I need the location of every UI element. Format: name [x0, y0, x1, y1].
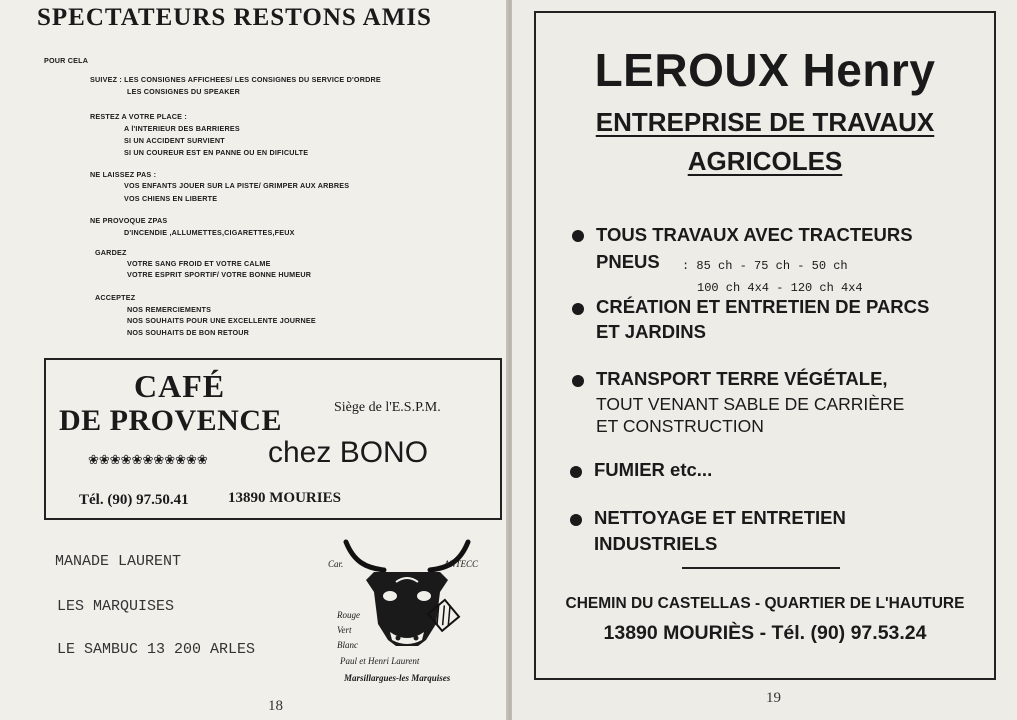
page-number: 18: [268, 698, 283, 714]
right-page: [512, 0, 1017, 720]
cafe-advertisement: [44, 358, 502, 520]
logo-car: Car.: [328, 559, 344, 569]
cafe-owner: chez BONO: [268, 436, 429, 469]
rule-line: LES CONSIGNES DU SPEAKER: [127, 87, 241, 96]
page-number: 19: [766, 690, 781, 706]
divider: [682, 567, 840, 569]
bullet-icon: [570, 466, 582, 478]
business-line-2: AGRICOLES: [687, 146, 843, 176]
service-item: FUMIER etc...: [594, 459, 713, 480]
rule-line: NOS SOUHAITS POUR UNE EXCELLENTE JOURNEE: [127, 316, 316, 325]
rule-head: NE LAISSEZ PAS :: [90, 170, 157, 179]
left-page: [0, 0, 508, 720]
rule-line: SI UN COUREUR EST EN PANNE OU EN DIFICULTE: [124, 148, 309, 157]
bullet-icon: [572, 230, 584, 242]
bullet-icon: [572, 303, 584, 315]
service-item: INDUSTRIELS: [594, 533, 718, 554]
rule-head: SUIVEZ : LES CONSIGNES AFFICHEES/ LES CONSIGNES DU SERVICE D'ORDRE: [90, 75, 381, 84]
rule-line: NOS SOUHAITS DE BON RETOUR: [127, 328, 250, 337]
logo-color: Vert: [337, 625, 352, 635]
cafe-town: 13890 MOURIES: [228, 490, 341, 506]
service-item: TOUT VENANT SABLE DE CARRIÈRE: [596, 394, 905, 414]
manade-address: LE SAMBUC 13 200 ARLES: [57, 641, 256, 658]
rule-line: SI UN ACCIDENT SURVIENT: [124, 136, 225, 145]
rule-head: NE PROVOQUE ZPAS: [90, 216, 168, 225]
flower-ornament: ❀❀❀❀❀❀❀❀❀❀❀: [88, 452, 208, 467]
manade-place: LES MARQUISES: [57, 598, 175, 615]
service-item: TRANSPORT TERRE VÉGÉTALE,: [596, 368, 888, 389]
pneus-label: PNEUS: [596, 251, 660, 272]
logo-color: Blanc: [337, 640, 358, 650]
company-phone: 13890 MOURIÈS - Tél. (90) 97.53.24: [603, 622, 927, 644]
cafe-name: CAFÉ: [134, 368, 226, 404]
rules-intro: POUR CELA: [44, 56, 89, 65]
rule-line: A l'INTERIEUR DES BARRIERES: [124, 124, 240, 133]
rule-line: VOS CHIENS EN LIBERTE: [124, 194, 218, 203]
rule-line: VOS ENFANTS JOUER SUR LA PISTE/ GRIMPER AUX ARBRES: [124, 181, 350, 190]
manade-name: MANADE LAURENT: [55, 553, 182, 570]
rule-line: D'INCENDIE ,ALLUMETTES,CIGARETTES,FEUX: [124, 228, 295, 237]
rule-head: RESTEZ A VOTRE PLACE :: [90, 112, 187, 121]
rule-head: GARDEZ: [95, 248, 127, 257]
rule-line: VOTRE ESPRIT SPORTIF/ VOTRE BONNE HUMEUR: [127, 270, 312, 279]
pneus-specs: 100 ch 4x4 - 120 ch 4x4: [697, 281, 863, 295]
bullet-icon: [572, 375, 584, 387]
logo-location: Marsillargues-les Marquises: [344, 673, 451, 683]
service-item: ET JARDINS: [596, 321, 706, 342]
company-address: CHEMIN DU CASTELLAS - QUARTIER DE L'HAUTURE: [565, 595, 965, 612]
rule-head: ACCEPTEZ: [95, 293, 136, 302]
service-item: NETTOYAGE ET ENTRETIEN: [594, 507, 846, 528]
rule-line: NOS REMERCIEMENTS: [127, 305, 212, 314]
service-item: CRÉATION ET ENTRETIEN DE PARCS: [596, 296, 930, 317]
service-item: TOUS TRAVAUX AVEC TRACTEURS: [596, 224, 913, 245]
page-title: SPECTATEURS RESTONS AMIS: [37, 4, 432, 31]
business-line-1: ENTREPRISE DE TRAVAUX: [595, 107, 935, 137]
logo-owners: Paul et Henri Laurent: [340, 656, 420, 666]
logo-antecc: ANTECC: [444, 559, 479, 569]
rule-line: VOTRE SANG FROID ET VOTRE CALME: [127, 259, 271, 268]
bullet-icon: [570, 514, 582, 526]
cafe-phone: Tél. (90) 97.50.41: [79, 492, 189, 508]
company-name: LEROUX Henry: [594, 44, 936, 96]
cafe-name-2: DE PROVENCE: [59, 404, 283, 437]
service-item: ET CONSTRUCTION: [596, 416, 764, 436]
logo-color: Rouge: [337, 610, 360, 620]
pneus-specs: : 85 ch - 75 ch - 50 ch: [682, 259, 848, 273]
cafe-siege: Siège de l'E.S.P.M.: [334, 400, 441, 415]
leroux-advertisement: [534, 11, 996, 680]
